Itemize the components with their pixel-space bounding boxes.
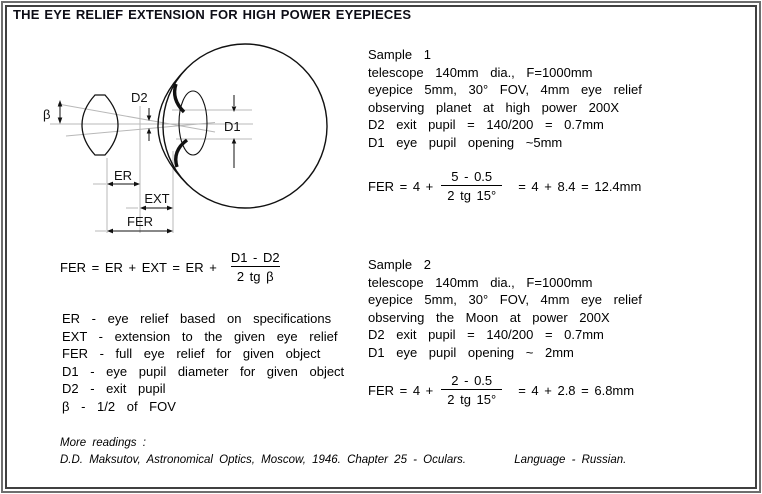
sample1-line: D2 exit pupil = 140/200 = 0.7mm: [368, 117, 604, 133]
language-note: Language - Russian.: [514, 454, 627, 466]
arrow-left-icon: [107, 182, 113, 187]
sample1-line: eyepice 5mm, 30° FOV, 4mm eye relief: [368, 82, 642, 98]
iris-upper: [175, 84, 184, 112]
definitions-list: [62, 310, 344, 416]
fer-label: FER: [127, 214, 153, 229]
arrow-left-icon: [140, 206, 146, 211]
definition-item: ER - eye relief based on specifications: [62, 311, 332, 326]
reference-text: D.D. Maksutov, Astronomical Optics, Moscow, 1946. Chapter 25 - Oculars.: [60, 454, 467, 466]
arrow-left-icon: [107, 229, 113, 234]
sample1-formula-result: = 4 + 8.4 = 12.4mm: [518, 178, 642, 194]
iris-lower: [176, 140, 187, 167]
fraction-denominator: 2 tg 15°: [441, 389, 502, 406]
arrow-down-icon: [58, 118, 63, 125]
definition-item: D1 - eye pupil diameter for given object: [62, 363, 345, 379]
sample1-block: [368, 46, 642, 152]
fraction-numerator: D1 - D2: [230, 250, 280, 265]
eye-outline-group: [82, 44, 327, 208]
sample2-formula-lhs: FER = 4 +: [368, 382, 434, 398]
arrow-right-icon: [134, 182, 140, 187]
sample2-block: [368, 256, 642, 362]
sample1-formula-lhs: FER = 4 +: [368, 178, 434, 194]
sample2-line: telescope 140mm dia., F=1000mm: [368, 274, 593, 290]
fraction-numerator: 2 - 0.5: [451, 373, 493, 388]
eyepiece-lens: [82, 95, 118, 155]
arrow-right-icon: [167, 229, 173, 234]
eyeball-outline: [163, 44, 327, 208]
sample1-line: telescope 140mm dia., F=1000mm: [368, 64, 593, 80]
beta-label: β: [43, 107, 51, 122]
definition-item: β - 1/2 of FOV: [62, 398, 176, 414]
ext-dimension: [140, 206, 173, 211]
sample2-formula: [368, 374, 634, 406]
sample2-line: observing the Moon at power 200X: [368, 309, 610, 325]
fraction-denominator: 2 tg β: [231, 266, 280, 283]
definition-item: D2 - exit pupil: [62, 381, 166, 397]
sample2-formula-fraction: [441, 374, 502, 406]
more-readings-label: More readings :: [60, 437, 146, 449]
main-formula: [60, 251, 294, 283]
main-formula-fraction: [225, 251, 286, 283]
optical-diagram: [25, 35, 375, 250]
main-formula-lhs: FER = ER + EXT = ER +: [60, 259, 217, 275]
fraction-denominator: 2 tg 15°: [441, 185, 502, 202]
footer: [60, 435, 626, 469]
d1-label: D1: [224, 119, 241, 134]
sample1-formula: [368, 170, 641, 202]
arrow-down-icon: [232, 107, 237, 113]
sample2-formula-result: = 4 + 2.8 = 6.8mm: [518, 382, 635, 398]
ext-label: EXT: [144, 191, 170, 206]
fraction-numerator: 5 - 0.5: [451, 169, 493, 184]
reference-line: [60, 452, 626, 469]
sample2-line: eyepice 5mm, 30° FOV, 4mm eye relief: [368, 292, 642, 308]
definition-item: EXT - extension to the given eye relief: [62, 328, 338, 344]
sample1-heading: Sample 1: [368, 47, 431, 62]
arrow-right-icon: [167, 206, 173, 211]
page-title: THE EYE RELIEF EXTENSION FOR HIGH POWER EYEPIECES: [13, 7, 412, 22]
sample2-line: D1 eye pupil opening ~ 2mm: [368, 344, 574, 360]
sample1-line: D1 eye pupil opening ~5mm: [368, 134, 563, 150]
sample2-line: D2 exit pupil = 140/200 = 0.7mm: [368, 327, 604, 343]
definition-item: FER - full eye relief for given object: [62, 346, 321, 362]
er-label: ER: [113, 168, 133, 183]
arrow-up-icon: [58, 100, 63, 107]
sample1-formula-fraction: [441, 170, 502, 202]
sample1-line: observing planet at high power 200X: [368, 99, 620, 115]
d2-label: D2: [131, 90, 148, 105]
sample2-heading: Sample 2: [368, 257, 431, 272]
